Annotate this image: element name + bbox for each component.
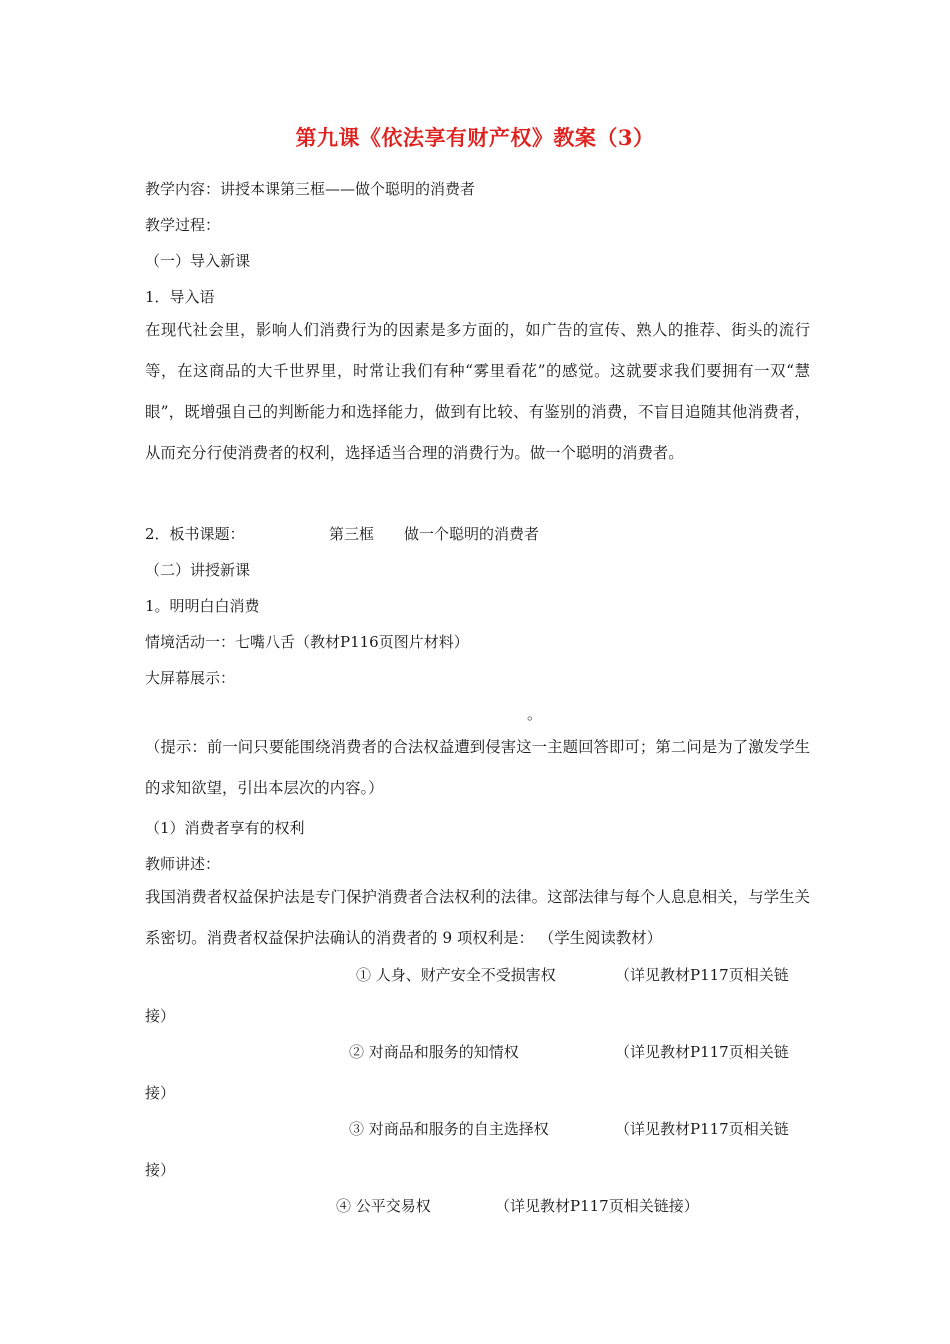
consumer-rights-heading: （1）消费者享有的权利	[145, 819, 305, 837]
right-ref-2: （详见教材P117页相关链	[615, 1043, 789, 1061]
right-ref-2-cont: 接）	[145, 1084, 176, 1102]
board-title-topic: 做一个聪明的消费者	[404, 525, 540, 543]
teaching-content: 教学内容：讲授本课第三框——做个聪明的消费者	[145, 180, 476, 198]
right-item-2: ② 对商品和服务的知情权	[349, 1043, 519, 1061]
big-screen-display: 大屏幕展示：	[145, 669, 236, 687]
intro-subheading: 1．导入语	[145, 288, 215, 306]
right-ref-1-cont: 接）	[145, 1007, 176, 1025]
hint-paragraph: （提示：前一问只要能围绕消费者的合法权益遭到侵害这一主题回答即可；第二问是为了激发学生的求知欲望，引出本层次的内容。）	[145, 738, 810, 797]
section-intro-heading: （一）导入新课	[145, 252, 251, 270]
board-title-label: 2．板书课题：	[145, 525, 245, 543]
right-ref-4: （详见教材P117页相关链接）	[495, 1197, 699, 1215]
section-lecture-heading: （二）讲授新课	[145, 561, 251, 579]
right-item-3: ③ 对商品和服务的自主选择权	[349, 1120, 549, 1138]
lesson-title: 第九课《依法享有财产权》教案（3）	[295, 125, 655, 150]
teacher-narration: 教师讲述：	[145, 855, 221, 873]
period-mark: 。	[527, 705, 543, 723]
activity-one: 情境活动一：七嘴八舌（教材P116页图片材料）	[145, 633, 469, 651]
right-ref-3-cont: 接）	[145, 1161, 176, 1179]
right-ref-1: （详见教材P117页相关链	[615, 966, 789, 984]
board-title-frame: 第三框	[329, 525, 375, 543]
teaching-process-heading: 教学过程：	[145, 216, 221, 234]
item-consume-clearly: 1。明明白白消费	[145, 597, 260, 615]
right-ref-3: （详见教材P117页相关链	[615, 1120, 789, 1138]
law-paragraph: 我国消费者权益保护法是专门保护消费者合法权利的法律。这部法律与每个人息息相关，与学生关系密切。消费者权益保护法确认的消费者的 9 项权利是： （学生阅读教材）	[145, 888, 810, 947]
right-item-4: ④ 公平交易权	[336, 1197, 431, 1215]
intro-paragraph: 在现代社会里，影响人们消费行为的因素是多方面的，如广告的宣传、熟人的推荐、街头的流行等，在这商品的大千世界里，时常让我们有种“雾里看花”的感觉。这就要求我们要拥有一双“慧眼”，既增强自己的判断能力和选择能力，做到有比较、有鉴别的消费，不盲目追随其他消费者，从而充分行使消费者的权利，选择适当合理的消费行为。做一个聪明的消费者。	[145, 321, 810, 462]
right-item-1: ① 人身、财产安全不受损害权	[356, 966, 556, 984]
